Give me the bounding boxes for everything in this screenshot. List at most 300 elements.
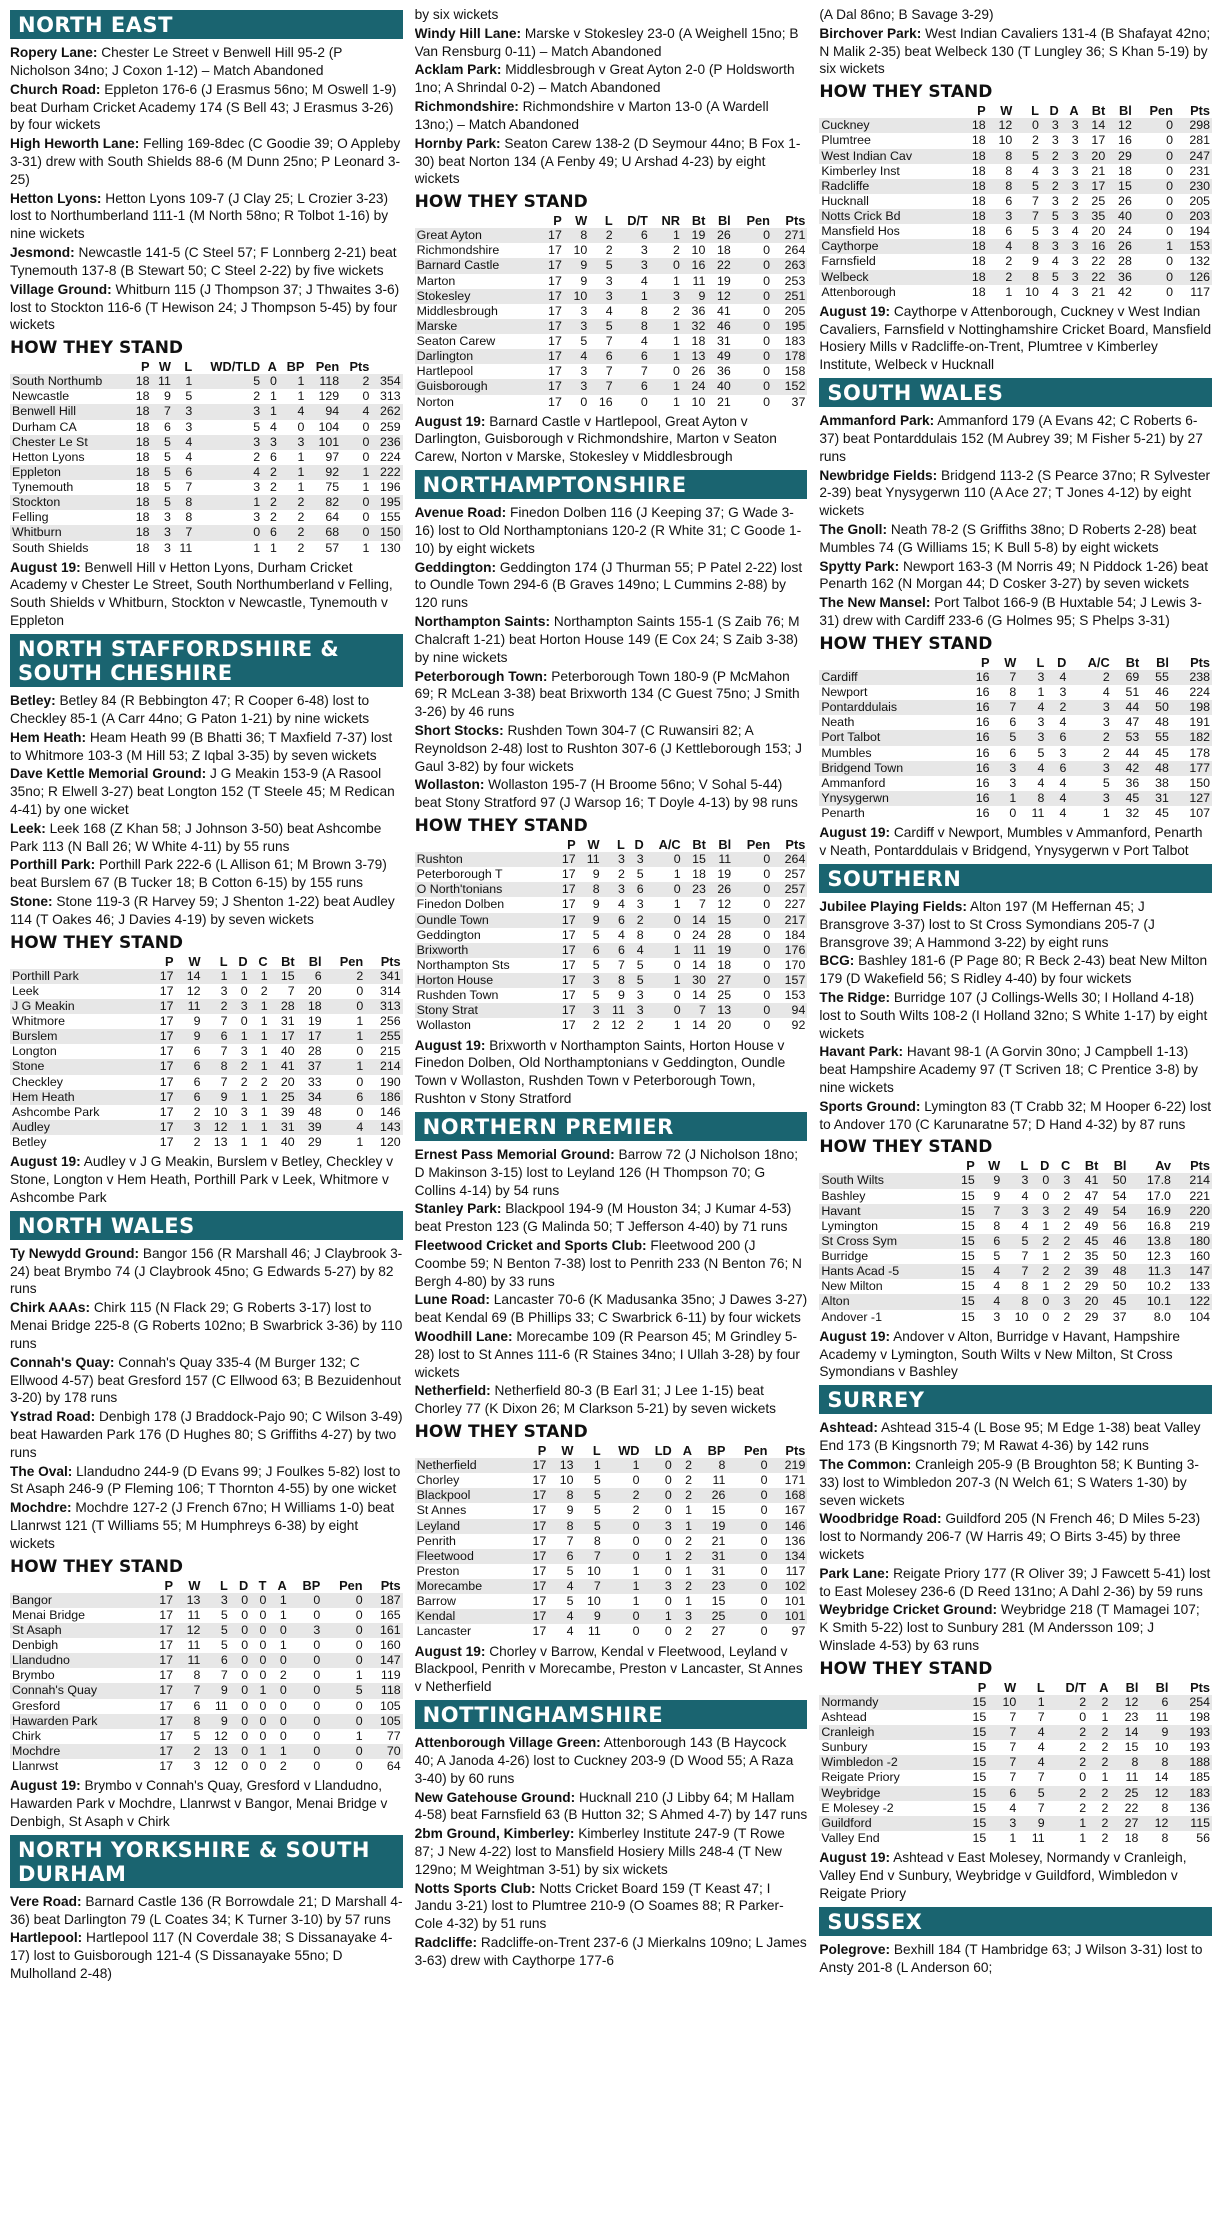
column-header: L [1036,654,1045,670]
stat-cell: 6 [627,882,646,897]
stat-cell: 0 [760,1594,768,1609]
stat-cell: 5 [589,258,614,273]
stat-cell: 17.0 [1146,1188,1171,1203]
column-header: D [238,1577,249,1593]
column-header: Pts [785,837,806,853]
stat-cell: 0 [603,1519,642,1534]
result-text: Wollaston 195-7 (H Broome 56no; V Sohal 5-44) beat Stony Stratford 97 (J Warsop 16; T Doyle 4-13) by 98 runs [414,777,798,811]
stat-cell: 1 [260,1014,268,1029]
stat-cell: 101 [306,435,341,450]
standings-header-row [819,103,1212,118]
team-name: Marske [415,319,539,334]
match-result [10,765,403,818]
stat-cell: 3 [602,882,627,897]
stat-cell: 6 [297,969,324,984]
stat-cell: 55 [1141,670,1171,685]
result-text: Betley 84 (R Bebbington 47; R Cooper 6-48) lost to Checkley 85-1 (A Carr 44no; G Paton 1-21) by nine wickets [10,693,370,726]
stat-cell: 180 [1173,1234,1212,1249]
stat-cell: 8 [593,1533,601,1548]
stat-cell: 8 [988,179,1015,194]
stat-cell: 0 [289,1653,323,1668]
stat-cell: 0 [313,1728,321,1743]
stat-cell: 7 [640,364,648,379]
stat-cell: 0 [1134,209,1175,224]
stat-cell: 1 [279,465,307,480]
stat-cell: 25 [270,1090,297,1105]
venue-name: The Gnoll: [819,522,888,538]
match-result [10,1463,403,1499]
stat-cell: 0 [230,1623,250,1638]
team-name: Radcliffe [819,179,961,194]
fixtures-list [415,413,808,466]
match-result [10,44,403,80]
stat-cell: 3 [1061,149,1081,164]
stat-cell: 37 [791,394,806,409]
venue-name: The Oval: [10,1463,73,1479]
stat-cell: 198 [1171,700,1212,715]
stat-cell: 1 [1042,1249,1050,1264]
stat-cell: 1 [673,394,680,409]
stat-cell: 1 [297,480,305,495]
stat-cell: 46 [1100,1234,1128,1249]
result-text: Geddington 174 (J Thurman 55; P Patel 2-22) lost to Oundle Town 294-6 (B Graves 149no; L Cummins 2-88) by 120 runs [414,559,803,611]
stat-cell: 3 [220,983,228,998]
stat-cell: 11 [692,273,706,288]
standings-table [819,103,1212,300]
team-name: Preston [416,1563,460,1578]
stat-cell: 0 [632,1624,640,1639]
stat-cell: 17 [149,1029,176,1044]
team-name: Richmondshire [416,243,500,258]
table-row [415,304,808,319]
column-header [10,1578,148,1593]
stat-cell: 17 [548,273,562,288]
table-row [10,1744,403,1759]
section-header: SOUTH WALES [819,378,1212,407]
stat-cell: 0 [673,364,680,379]
stat-cell: 3 [605,273,613,288]
stat-cell: 17 [548,364,562,379]
table-row [415,1609,808,1624]
stat-cell: 7 [173,525,194,540]
standings-title: HOW THEY STAND [414,1422,588,1443]
stat-cell: 10 [1154,1740,1169,1755]
stat-cell: 36 [1107,270,1134,285]
stat-cell: 0 [733,258,772,273]
stat-cell: 101 [784,1594,806,1609]
stat-cell: 1 [685,1503,693,1518]
section-header: NORTHERN PREMIER [415,1112,808,1141]
table-row [10,1699,403,1714]
result-text: Ammanford 179 (A Evans 42; C Roberts 6-37) beat Pontarddulais 152 (M Aubrey 39; M Fisher 5-21) by 27 runs [819,413,1203,464]
stat-cell: 3 [176,1120,203,1135]
stat-cell: 1 [1042,1218,1050,1233]
stat-cell: 38 [1155,775,1169,790]
stat-cell: 2 [1071,193,1079,208]
stat-cell: 130 [379,540,401,555]
match-result [819,6,1212,24]
stat-cell: 11 [602,1003,627,1018]
stat-cell: 29 [307,1135,322,1150]
stat-cell: 19 [682,228,707,243]
venue-name: Stone: [10,894,53,910]
stat-cell: 8 [193,1668,201,1683]
venue-name: Village Ground: [10,281,112,297]
column-header: P [164,1577,174,1593]
stat-cell: 5 [1018,1786,1046,1801]
stat-cell: 12 [1140,1816,1170,1831]
result-text: Heam Heath 99 (B Bhatti 36; T Maxfield 7-37) lost to Whitmore 103-3 (M Hill 53; Z Iqbal 3-35) by seven wickets [10,729,393,763]
stat-cell: 20 [307,983,322,998]
stat-cell: 2 [279,525,307,540]
stat-cell: 3 [1068,761,1111,776]
column-header: L [1031,103,1039,119]
fixtures-text: Audley v J G Meakin, Burslem v Betley, Checkley v Stone, Longton v Hem Heath, Porthill Park v Leek, Whitmore v Ashcombe Park [10,1154,394,1205]
stat-cell: 2 [1079,1800,1087,1815]
stat-cell: 0 [356,983,364,998]
stat-cell: 11 [683,943,708,958]
stat-cell: 19 [717,867,732,882]
stat-cell: 11 [587,1624,601,1639]
venue-name: Connah's Quay: [10,1354,115,1370]
table-row [10,480,403,495]
stat-cell: 1 [250,1683,268,1698]
venue-name: Porthill Park: [10,857,96,873]
stat-cell: 6 [1009,745,1017,760]
stat-cell: 6 [1046,761,1068,776]
venue-name: Hetton Lyons: [10,190,102,206]
stat-cell: 4 [1018,761,1046,776]
stat-cell: 3 [1051,163,1059,178]
stat-cell: 17 [521,1609,548,1624]
team-name: Stokesley [415,289,539,304]
column-header [10,359,129,374]
stat-cell: 8 [185,510,193,525]
stat-cell: 1 [1101,1709,1109,1724]
stat-cell: 31 [711,1563,726,1578]
result-text: Fleetwood 200 (J Coombe 59; N Benton 7-38) lost to Penrith 233 (N Benton 76; N Bergh 4-80) by 33 runs [414,1237,802,1289]
stat-cell: 0 [355,1638,363,1652]
table-row [415,882,808,897]
team-name: Netherfield [415,1458,521,1473]
match-result [819,1098,1212,1134]
standings-title: HOW THEY STAND [819,633,993,654]
stat-cell: 2 [297,540,305,555]
stat-cell: 7 [992,670,1019,685]
stat-cell: 49 [707,349,732,364]
stat-cell: 0 [673,927,681,942]
stat-cell: 18 [971,133,986,148]
stat-cell: 186 [365,1090,402,1105]
stat-cell: 24 [1118,224,1132,239]
stat-cell: 18 [129,495,151,510]
stat-cell: 25 [717,988,732,1003]
stat-cell: 5 [636,867,644,882]
stat-cell: 4 [173,435,194,450]
stat-cell: 170 [784,957,806,972]
stat-cell: 3 [1051,193,1059,208]
stat-cell: 12 [203,1120,230,1135]
stat-cell: 3 [152,525,173,540]
stat-cell: 16 [975,806,990,821]
stat-cell: 94 [772,1003,807,1018]
stat-cell: 1 [173,374,194,389]
result-text: (A Dal 86no; B Savage 3-29) [819,7,994,22]
stat-cell: 7 [287,983,295,998]
stat-cell: 7 [575,1549,602,1564]
column-header: Bl [1156,654,1169,670]
stat-cell: 18 [1124,1830,1139,1845]
column-header: NR [661,213,680,229]
section-header: NORTH EAST [10,10,403,39]
stat-cell: 11 [187,1638,201,1652]
stat-cell: 18 [971,163,986,178]
stat-cell: 187 [365,1593,403,1608]
standings-title: HOW THEY STAND [10,932,184,953]
stat-cell: 8 [564,228,589,243]
stat-cell: 15 [711,1503,726,1518]
stat-cell: 17 [521,1549,548,1564]
team-name: Brymbo [12,1668,55,1683]
stat-cell: 264 [784,243,806,258]
stat-cell: 9 [1018,1816,1046,1831]
stat-cell: 147 [1173,1264,1212,1279]
stat-cell: 8 [694,1458,727,1473]
stat-cell: 50 [1112,1249,1127,1264]
stat-cell: 6 [548,1549,575,1564]
venue-name: Havant Park: [819,1044,904,1060]
stat-cell: 15 [958,1786,988,1801]
column-header: Bl [308,953,322,969]
team-name: Checkley [12,1074,63,1089]
team-name: Newcastle [12,389,70,404]
stat-cell: 4 [548,1579,575,1594]
team-name: Penrith [416,1533,456,1548]
stat-cell: 39 [1072,1264,1100,1279]
stat-cell: 48 [307,1104,322,1119]
stat-cell: 259 [379,419,401,434]
stat-cell: 3 [1071,284,1079,299]
stat-cell: 1 [1101,1770,1109,1785]
team-name: Ammanford [821,775,886,790]
stat-cell: 17 [297,1029,324,1044]
stat-cell: 22 [1081,270,1108,285]
result-text: Bashley 181-6 (P Page 80; R Beck 2-43) beat New Milton 179 (D Wakefield 56; S Ridley 4-40) by four wickets [819,953,1208,987]
stat-cell: 168 [769,1488,807,1503]
stat-cell: 1 [674,1519,694,1534]
fixtures-date: August 19: [819,1850,891,1866]
stat-cell: 185 [1189,1770,1211,1785]
stat-cell: 8 [1014,239,1041,254]
result-text: Attenborough 143 (B Haycock 40; A Janoda 4-26) lost to Cuckney 203-9 (D Wood 55; A Raza 3-40) by 60 runs [414,1735,794,1786]
table-row [819,179,1212,194]
team-name: Porthill Park [10,969,149,984]
stat-cell: 14 [692,957,706,972]
table-row [10,541,403,556]
stat-cell: 104 [1189,1309,1211,1324]
match-result [10,81,403,134]
stat-cell: 7 [1037,1709,1045,1724]
stat-cell: 45 [1155,745,1169,760]
stat-cell: 3 [230,999,250,1014]
column-header [10,954,149,969]
column-header: Bt [692,837,706,853]
stat-cell: 16 [975,745,990,760]
fixtures-text: Barnard Castle v Hartlepool, Great Ayton v Darlington, Guisborough v Richmondshire, Marton v Seaton Carew, Norton v Marske, Stokesley v Middlesbrough [414,413,777,465]
standings-title: HOW THEY STAND [819,1658,993,1679]
stat-cell: 215 [379,1044,401,1059]
stat-cell: 17 [159,1014,174,1029]
stat-cell: 2 [253,449,261,464]
stat-cell: 1 [362,540,370,555]
stat-cell: 2 [1051,1264,1072,1279]
stat-cell: 33 [307,1074,322,1089]
fixtures-text: Andover v Alton, Burridge v Havant, Hampshire Academy v Lymington, South Wilts v New Milton, St Cross Symondians v Bashley [819,1328,1180,1380]
stat-cell: 6 [193,1044,201,1059]
standings-title: HOW THEY STAND [10,338,184,359]
match-result [819,1601,1212,1654]
stat-cell: 0 [760,1503,768,1518]
stat-cell: 0 [1042,1309,1050,1324]
stat-cell: 1 [1134,239,1175,254]
result-text: Connah's Quay 335-4 (M Burger 132; C Ellwood 4-57) beat Gresford 157 (C Ellwood 63; B Bezuidenhout 3-20) by 178 runs [10,1354,402,1406]
stat-cell: 281 [1189,133,1211,148]
team-name: Bridgend Town [819,761,962,776]
stat-cell: 0 [733,852,772,867]
stat-cell: 17 [148,1653,175,1668]
stat-cell: 1 [650,379,682,394]
stat-cell: 1 [650,228,682,243]
team-name: Eppleton [10,465,129,480]
result-text: Netherfield 80-3 (B Earl 31; J Lee 1-15) beat Chorley 77 (K Dixon 26; M Clarkson 5-21) by seven wickets [414,1383,777,1417]
stat-cell: 12 [611,1018,625,1033]
stat-cell: 11 [1125,1770,1139,1785]
stat-cell: 3 [1041,118,1061,133]
stat-cell: 14 [692,1018,706,1033]
stat-cell: 0 [760,1473,768,1488]
stat-cell: 7 [566,1533,574,1548]
table-row [10,984,403,999]
stat-cell: 7 [152,404,173,419]
stat-cell: 118 [365,1683,403,1698]
stat-cell: 238 [1171,670,1212,685]
result-text: Whitburn 115 (J Thompson 37; J Thwaites 3-6) lost to Stockton 116-6 (T Hewison 24; J Thompson 5-45) by four wickets [10,281,400,333]
stat-cell: 1 [324,1059,366,1074]
result-text: Chirk 115 (N Flack 29; G Roberts 3-17) lost to Menai Bridge 225-8 (G Roberts 102no; B Swarbrick 3-36) by 110 runs [10,1300,403,1351]
stat-cell: 203 [1175,209,1212,224]
stat-cell: 1 [632,1594,640,1609]
column-header: P [553,213,562,229]
stat-cell: 5 [592,927,600,942]
match-result [415,1934,808,1970]
stat-cell: 17 [538,228,563,243]
stat-cell: 37 [297,1059,324,1074]
team-name: Pontarddulais [819,700,962,715]
stat-cell: 2 [1063,1249,1071,1264]
fixtures-date: August 19: [10,1154,81,1170]
stat-cell: 26 [708,882,733,897]
stat-cell: 195 [371,495,402,510]
match-result [415,776,808,812]
stat-cell: 0 [727,1488,769,1503]
standings-table [819,1158,1212,1324]
team-name: Stony Strat [415,1003,553,1018]
stat-cell: 3 [253,510,261,525]
standings-table [819,1680,1212,1846]
column-header: Pen [339,1577,363,1593]
stat-cell: 94 [306,404,341,419]
stat-cell: 15 [958,1695,988,1710]
stat-cell: 1 [685,1594,693,1609]
stat-cell: 48 [1100,1264,1128,1279]
stat-cell: 18 [961,209,988,224]
table-row [819,1725,1212,1740]
match-result [10,1354,403,1407]
standings-table [415,1443,808,1640]
stat-cell: 3 [1037,715,1045,730]
venue-name: Northampton Saints: [414,614,551,630]
team-name: O North'tonians [415,882,553,897]
team-name: Bangor [10,1593,148,1608]
stat-cell: 7 [988,1755,1018,1770]
team-name: Port Talbot [819,730,962,745]
stat-cell: 2 [270,480,277,495]
stat-cell: 13 [213,1135,228,1150]
match-result [415,559,808,612]
stat-cell: 4 [1021,1218,1029,1233]
stat-cell: 1 [1009,1830,1017,1845]
result-text: Felling 169-8dec (C Goodie 39; O Appleby 3-31) drew with South Shields 88-6 (M Dunn 25no; P Leonard 3-25) [10,136,401,187]
stat-cell: 2 [262,465,279,480]
stat-cell: 17 [149,1120,176,1135]
stat-cell: 18 [135,540,150,555]
stat-cell: 1 [250,1120,270,1135]
stat-cell: 14 [176,969,203,984]
stat-cell: 3 [627,852,646,867]
stat-cell: 3 [1102,715,1110,730]
stat-cell: 7 [220,1668,228,1683]
stat-cell: 8.0 [1153,1309,1171,1324]
stat-cell: 5 [152,435,173,450]
stat-cell: 1 [324,1029,366,1044]
stat-cell: 262 [371,404,402,419]
team-name: Hetton Lyons [12,449,85,464]
venue-name: Netherfield: [414,1383,491,1399]
stat-cell: 16 [962,700,992,715]
stat-cell: 9 [977,1173,1002,1188]
stat-cell: 122 [1173,1294,1212,1309]
stat-cell: 1 [355,1668,363,1683]
stat-cell: 29 [1107,149,1134,164]
stat-cell: 18 [692,867,706,882]
column-header: Av [1155,1158,1171,1174]
stat-cell: 341 [365,969,402,984]
stat-cell: 6 [615,349,650,364]
match-result [415,61,808,97]
column-header: Pen [746,837,771,853]
stat-cell: 24 [682,379,707,394]
table-row [819,1816,1212,1831]
stat-cell: 17 [538,289,563,304]
table-row [819,209,1212,224]
stat-cell: 129 [318,389,340,404]
stat-cell: 1 [268,1744,288,1759]
stat-cell: 314 [379,983,401,998]
stat-cell: 2 [627,913,646,928]
stat-cell: 0 [268,1683,288,1698]
stat-cell: 36 [1125,775,1140,790]
stat-cell: 224 [379,449,401,464]
